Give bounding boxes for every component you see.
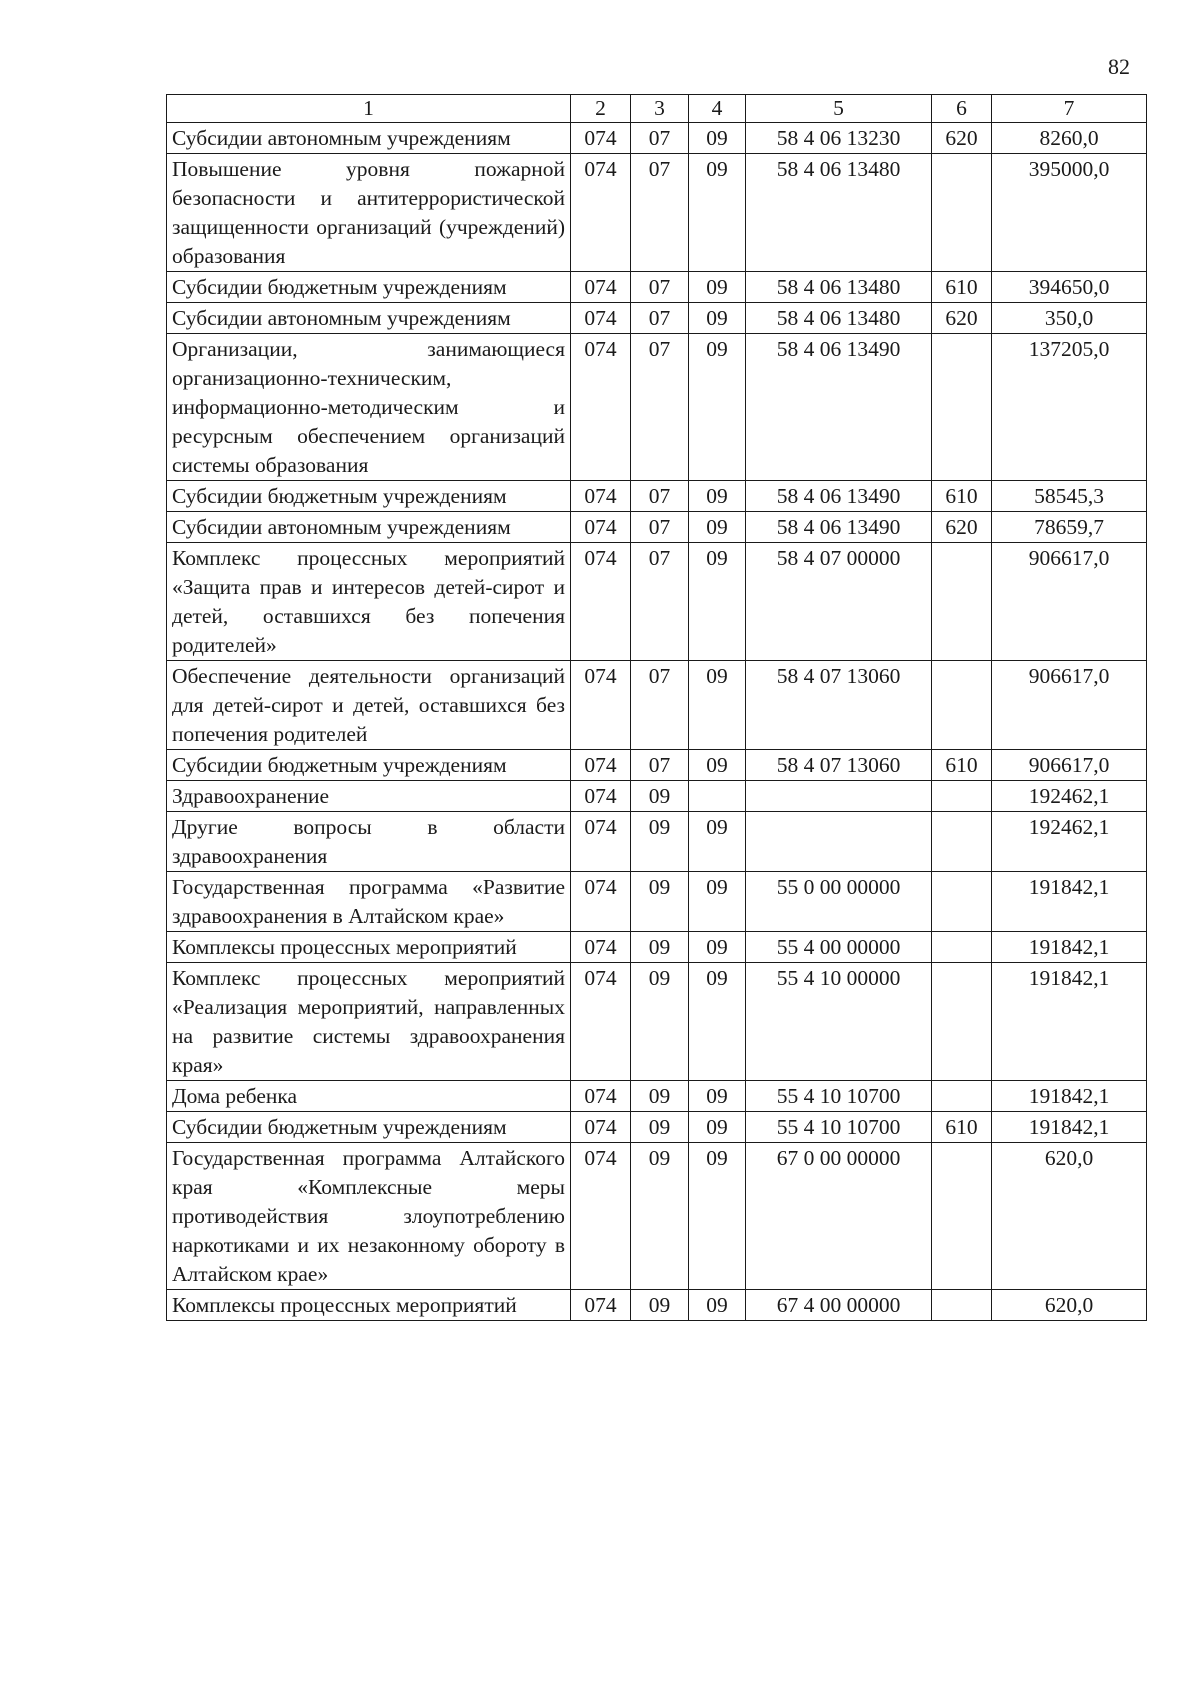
subsection-code-cell: 09	[689, 750, 746, 781]
table-row	[167, 123, 1147, 154]
column-header: 7	[992, 95, 1147, 123]
table-row	[167, 272, 1147, 303]
amount-cell: 620,0	[992, 1290, 1147, 1321]
ved-code-cell: 074	[571, 812, 631, 872]
ved-code-cell: 074	[571, 272, 631, 303]
table-row	[167, 543, 1147, 661]
column-header: 3	[631, 95, 689, 123]
target-article-cell: 55 4 10 10700	[746, 1112, 932, 1143]
table-row	[167, 750, 1147, 781]
target-article-cell: 58 4 07 13060	[746, 750, 932, 781]
row-name-cell: Комплекс процессных мероприятий «Реализация мероприятий, направленных на развитие системы здравоохранения края»	[167, 963, 571, 1081]
expense-type-cell	[932, 781, 992, 812]
expense-type-cell: 610	[932, 750, 992, 781]
target-article-cell: 58 4 06 13490	[746, 512, 932, 543]
row-name-cell: Субсидии бюджетным учреждениям	[167, 1112, 571, 1143]
table-body	[167, 123, 1147, 1321]
row-name-cell: Субсидии бюджетным учреждениям	[167, 272, 571, 303]
amount-cell: 191842,1	[992, 963, 1147, 1081]
subsection-code-cell: 09	[689, 303, 746, 334]
amount-cell: 620,0	[992, 1143, 1147, 1290]
subsection-code-cell: 09	[689, 1081, 746, 1112]
section-code-cell: 09	[631, 872, 689, 932]
column-header: 1	[167, 95, 571, 123]
target-article-cell: 58 4 06 13490	[746, 481, 932, 512]
row-name-cell: Организации, занимающиеся организационно-техническим, информационно-методическим и ресурсным обеспечением организаций системы образования	[167, 334, 571, 481]
subsection-code-cell: 09	[689, 512, 746, 543]
section-code-cell: 07	[631, 123, 689, 154]
section-code-cell: 07	[631, 303, 689, 334]
amount-cell: 78659,7	[992, 512, 1147, 543]
amount-cell: 192462,1	[992, 812, 1147, 872]
section-code-cell: 09	[631, 1143, 689, 1290]
amount-cell: 350,0	[992, 303, 1147, 334]
target-article-cell: 55 4 10 00000	[746, 963, 932, 1081]
section-code-cell: 09	[631, 1081, 689, 1112]
target-article-cell: 67 4 00 00000	[746, 1290, 932, 1321]
section-code-cell: 07	[631, 334, 689, 481]
expense-type-cell	[932, 932, 992, 963]
column-header: 5	[746, 95, 932, 123]
subsection-code-cell: 09	[689, 334, 746, 481]
header-row	[167, 95, 1147, 123]
amount-cell: 192462,1	[992, 781, 1147, 812]
row-name-cell: Комплексы процессных мероприятий	[167, 932, 571, 963]
target-article-cell: 58 4 06 13480	[746, 154, 932, 272]
amount-cell: 191842,1	[992, 1081, 1147, 1112]
expense-type-cell: 620	[932, 123, 992, 154]
row-name-cell: Обеспечение деятельности организаций для детей-сирот и детей, оставшихся без попечения родителей	[167, 661, 571, 750]
section-code-cell: 09	[631, 781, 689, 812]
ved-code-cell: 074	[571, 154, 631, 272]
target-article-cell: 58 4 06 13230	[746, 123, 932, 154]
ved-code-cell: 074	[571, 750, 631, 781]
target-article-cell: 58 4 06 13480	[746, 272, 932, 303]
subsection-code-cell: 09	[689, 123, 746, 154]
row-name-cell: Комплексы процессных мероприятий	[167, 1290, 571, 1321]
expense-type-cell	[932, 812, 992, 872]
row-name-cell: Субсидии автономным учреждениям	[167, 512, 571, 543]
subsection-code-cell: 09	[689, 543, 746, 661]
target-article-cell: 58 4 07 00000	[746, 543, 932, 661]
expense-type-cell	[932, 543, 992, 661]
section-code-cell: 07	[631, 512, 689, 543]
ved-code-cell: 074	[571, 781, 631, 812]
expense-type-cell: 620	[932, 303, 992, 334]
expense-type-cell	[932, 1290, 992, 1321]
ved-code-cell: 074	[571, 1112, 631, 1143]
expense-type-cell	[932, 872, 992, 932]
section-code-cell: 07	[631, 481, 689, 512]
ved-code-cell: 074	[571, 512, 631, 543]
expense-type-cell: 610	[932, 1112, 992, 1143]
target-article-cell: 55 4 00 00000	[746, 932, 932, 963]
column-header: 4	[689, 95, 746, 123]
table-row	[167, 812, 1147, 872]
ved-code-cell: 074	[571, 661, 631, 750]
table-row	[167, 1143, 1147, 1290]
subsection-code-cell: 09	[689, 1290, 746, 1321]
target-article-cell	[746, 781, 932, 812]
section-code-cell: 09	[631, 1112, 689, 1143]
table-row	[167, 781, 1147, 812]
table-row	[167, 334, 1147, 481]
row-name-cell: Субсидии бюджетным учреждениям	[167, 750, 571, 781]
ved-code-cell: 074	[571, 932, 631, 963]
table-row	[167, 872, 1147, 932]
section-code-cell: 07	[631, 272, 689, 303]
subsection-code-cell: 09	[689, 481, 746, 512]
ved-code-cell: 074	[571, 872, 631, 932]
expense-type-cell	[932, 661, 992, 750]
amount-cell: 8260,0	[992, 123, 1147, 154]
section-code-cell: 09	[631, 812, 689, 872]
expense-type-cell	[932, 963, 992, 1081]
expense-type-cell	[932, 334, 992, 481]
ved-code-cell: 074	[571, 334, 631, 481]
row-name-cell: Дома ребенка	[167, 1081, 571, 1112]
subsection-code-cell: 09	[689, 661, 746, 750]
subsection-code-cell	[689, 781, 746, 812]
row-name-cell: Повышение уровня пожарной безопасности и антитеррористической защищенности организаций (учреждений) образования	[167, 154, 571, 272]
ved-code-cell: 074	[571, 963, 631, 1081]
amount-cell: 394650,0	[992, 272, 1147, 303]
target-article-cell: 67 0 00 00000	[746, 1143, 932, 1290]
table-row	[167, 963, 1147, 1081]
budget-table	[166, 94, 1147, 1321]
table-row	[167, 512, 1147, 543]
target-article-cell: 58 4 06 13480	[746, 303, 932, 334]
table-row	[167, 303, 1147, 334]
section-code-cell: 09	[631, 1290, 689, 1321]
ved-code-cell: 074	[571, 1081, 631, 1112]
section-code-cell: 07	[631, 543, 689, 661]
row-name-cell: Другие вопросы в области здравоохранения	[167, 812, 571, 872]
subsection-code-cell: 09	[689, 963, 746, 1081]
subsection-code-cell: 09	[689, 932, 746, 963]
ved-code-cell: 074	[571, 123, 631, 154]
expense-type-cell	[932, 154, 992, 272]
amount-cell: 58545,3	[992, 481, 1147, 512]
amount-cell: 191842,1	[992, 1112, 1147, 1143]
amount-cell: 137205,0	[992, 334, 1147, 481]
section-code-cell: 09	[631, 963, 689, 1081]
table-row	[167, 661, 1147, 750]
target-article-cell: 58 4 07 13060	[746, 661, 932, 750]
section-code-cell: 07	[631, 661, 689, 750]
section-code-cell: 07	[631, 154, 689, 272]
row-name-cell: Государственная программа «Развитие здравоохранения в Алтайском крае»	[167, 872, 571, 932]
subsection-code-cell: 09	[689, 812, 746, 872]
target-article-cell: 55 0 00 00000	[746, 872, 932, 932]
table-row	[167, 481, 1147, 512]
subsection-code-cell: 09	[689, 1112, 746, 1143]
column-header: 6	[932, 95, 992, 123]
expense-type-cell: 610	[932, 272, 992, 303]
page-number: 82	[1108, 54, 1130, 79]
ved-code-cell: 074	[571, 543, 631, 661]
row-name-cell: Государственная программа Алтайского края «Комплексные меры противодействия злоупотреблению наркотиками и их незаконному обороту в Алтайском крае»	[167, 1143, 571, 1290]
section-code-cell: 09	[631, 932, 689, 963]
table-row	[167, 1081, 1147, 1112]
amount-cell: 906617,0	[992, 543, 1147, 661]
row-name-cell: Субсидии автономным учреждениям	[167, 303, 571, 334]
row-name-cell: Здравоохранение	[167, 781, 571, 812]
expense-type-cell: 620	[932, 512, 992, 543]
table-row	[167, 1290, 1147, 1321]
subsection-code-cell: 09	[689, 272, 746, 303]
expense-type-cell	[932, 1081, 992, 1112]
row-name-cell: Комплекс процессных мероприятий «Защита прав и интересов детей-сирот и детей, оставшихся без попечения родителей»	[167, 543, 571, 661]
subsection-code-cell: 09	[689, 154, 746, 272]
row-name-cell: Субсидии бюджетным учреждениям	[167, 481, 571, 512]
ved-code-cell: 074	[571, 1143, 631, 1290]
ved-code-cell: 074	[571, 303, 631, 334]
subsection-code-cell: 09	[689, 872, 746, 932]
section-code-cell: 07	[631, 750, 689, 781]
row-name-cell: Субсидии автономным учреждениям	[167, 123, 571, 154]
ved-code-cell: 074	[571, 481, 631, 512]
expense-type-cell	[932, 1143, 992, 1290]
table-row	[167, 932, 1147, 963]
expense-type-cell: 610	[932, 481, 992, 512]
table-row	[167, 1112, 1147, 1143]
target-article-cell	[746, 812, 932, 872]
amount-cell: 395000,0	[992, 154, 1147, 272]
amount-cell: 191842,1	[992, 872, 1147, 932]
amount-cell: 906617,0	[992, 661, 1147, 750]
column-header: 2	[571, 95, 631, 123]
target-article-cell: 55 4 10 10700	[746, 1081, 932, 1112]
target-article-cell: 58 4 06 13490	[746, 334, 932, 481]
table-row	[167, 154, 1147, 272]
amount-cell: 906617,0	[992, 750, 1147, 781]
amount-cell: 191842,1	[992, 932, 1147, 963]
subsection-code-cell: 09	[689, 1143, 746, 1290]
ved-code-cell: 074	[571, 1290, 631, 1321]
